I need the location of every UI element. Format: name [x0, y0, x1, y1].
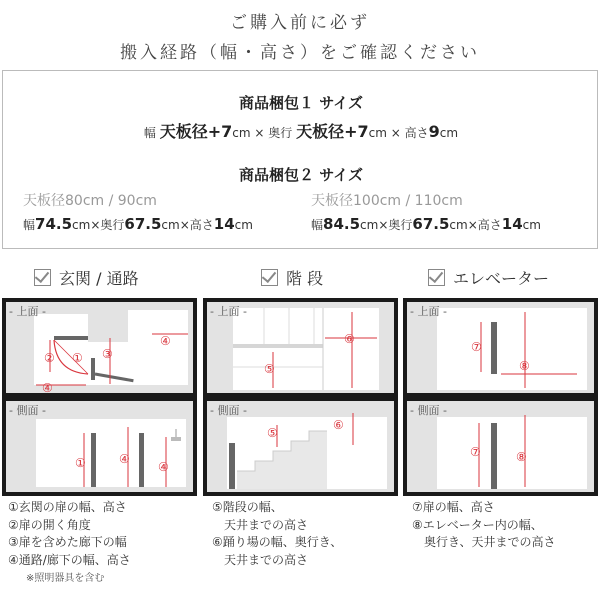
p2-right-dimensions [311, 215, 541, 233]
p2-left-diameter: 天板径80cm / 90cm [23, 193, 157, 209]
marker-3: ③ [102, 347, 113, 361]
legend-item: ⑦扉の幅、高さ [412, 500, 495, 514]
p1-width-add: +7 [207, 122, 233, 141]
p2r-unit-3: cm [522, 218, 541, 232]
p2l-w-val: 74.5 [35, 215, 73, 233]
marker-1: ① [72, 351, 83, 365]
marker-5: ⑤ [264, 362, 275, 376]
stairs-side-panel [203, 397, 398, 496]
legend-item: 奥行き、天井までの高さ [412, 535, 556, 549]
p2-left-dimensions [23, 215, 253, 233]
marker-8: ⑧ [519, 359, 530, 373]
elevator-top-panel [403, 298, 598, 397]
category-elevator [428, 266, 549, 289]
panel-label-top: - 上面 - [9, 305, 46, 318]
marker-5: ⑤ [267, 426, 278, 440]
category-entrance [34, 266, 139, 289]
checkbox-icon [261, 269, 278, 286]
category-entrance-label: 玄関 / 通路 [59, 269, 139, 288]
panel-label-top: - 上面 - [410, 305, 447, 318]
package-size-box [2, 70, 598, 249]
p2r-w-label: 幅 [311, 218, 324, 232]
marker-2: ② [44, 351, 55, 365]
p2r-times-2: × [467, 218, 478, 232]
p2l-h-val: 14 [213, 215, 235, 233]
header-line-1: ご購入前に必ず [230, 13, 370, 33]
marker-8: ⑧ [516, 450, 527, 464]
p2r-h-label: 高さ [477, 218, 502, 232]
p2l-h-label: 高さ [189, 218, 214, 232]
marker-4: ④ [158, 460, 169, 474]
legend-item: ③扉を含めた廊下の幅 [8, 535, 127, 549]
p2l-times-2: × [179, 218, 190, 232]
panel-label-side: - 側面 - [210, 404, 247, 417]
legend-item: ⑥踊り場の幅、奥行き、 [212, 535, 343, 549]
legend-item: ①玄関の扉の幅、高さ [8, 500, 127, 514]
p2r-times-1: × [378, 218, 389, 232]
p1-sep-1: × [250, 126, 269, 140]
marker-7: ⑦ [471, 340, 482, 354]
elevator-side-panel [403, 397, 598, 496]
stairs-top-panel [203, 298, 398, 397]
p1-width-value: 天板径 [159, 122, 208, 141]
marker-6: ⑥ [344, 332, 355, 346]
p2l-w-label: 幅 [23, 218, 36, 232]
p2-right-diameter: 天板径100cm / 110cm [311, 193, 463, 209]
p1-depth-label: 奥行 [268, 126, 297, 140]
package2-heading: 商品梱包２ サイズ [238, 166, 364, 184]
category-stairs [261, 266, 323, 289]
marker-4: ④ [119, 452, 130, 466]
legend-item: ④通路/廊下の幅、高さ [8, 552, 131, 567]
panel-label-top: - 上面 - [210, 305, 247, 318]
p1-width-label: 幅 [143, 126, 160, 140]
p1-height-label: 高さ [404, 126, 429, 140]
entrance-side-panel [2, 397, 197, 496]
legend-entrance [8, 499, 131, 584]
legend-item: ⑧エレベーター内の幅、 [412, 517, 543, 532]
p2r-unit-2: cm [449, 218, 468, 232]
p2r-h-val: 14 [501, 215, 523, 233]
legend-item: 天井までの高さ [212, 552, 309, 567]
legend-note: ※照明器具を含む [26, 573, 105, 584]
legend-item: ⑤階段の幅、 [212, 500, 283, 514]
p2r-unit-1: cm [360, 218, 379, 232]
p1-depth-value: 天板径 [296, 122, 345, 141]
p1-unit-1: cm [232, 126, 251, 140]
panel-label-side: - 側面 - [9, 404, 46, 417]
marker-4: ④ [42, 381, 53, 393]
p1-height-value: 9 [428, 122, 440, 141]
p1-sep-2: × [386, 126, 405, 140]
package1-heading: 商品梱包１ サイズ [238, 94, 364, 112]
legend-stairs [212, 499, 342, 569]
entrance-top-panel [2, 298, 197, 397]
p2l-d-label: 奥行 [100, 218, 125, 232]
p2l-unit-2: cm [161, 218, 180, 232]
checkbox-icon [34, 269, 51, 286]
panel-label-side: - 側面 - [410, 404, 447, 417]
category-elevator-label: エレベーター [453, 269, 550, 288]
p1-unit-3: cm [439, 126, 459, 140]
p2r-d-label: 奥行 [388, 218, 413, 232]
p2l-d-val: 67.5 [124, 215, 162, 233]
marker-4: ④ [160, 334, 171, 348]
legend-elevator [412, 499, 556, 552]
package1-dimensions [3, 119, 599, 142]
p2l-unit-1: cm [72, 218, 91, 232]
p2l-times-1: × [90, 218, 101, 232]
marker-1: ① [75, 456, 86, 470]
p2r-w-val: 84.5 [323, 215, 361, 233]
marker-7: ⑦ [470, 445, 481, 459]
category-stairs-label: 階 段 [286, 269, 324, 288]
marker-6: ⑥ [333, 418, 344, 432]
p2r-d-val: 67.5 [412, 215, 450, 233]
header-line-2: 搬入経路（幅・高さ）をご確認ください [120, 43, 480, 63]
p1-depth-add: +7 [344, 122, 369, 141]
p2l-unit-3: cm [234, 218, 253, 232]
p1-unit-2: cm [368, 126, 387, 140]
checkbox-icon [428, 269, 445, 286]
legend-item: 天井までの高さ [212, 517, 309, 532]
legend-item: ②扉の開く角度 [8, 517, 91, 532]
